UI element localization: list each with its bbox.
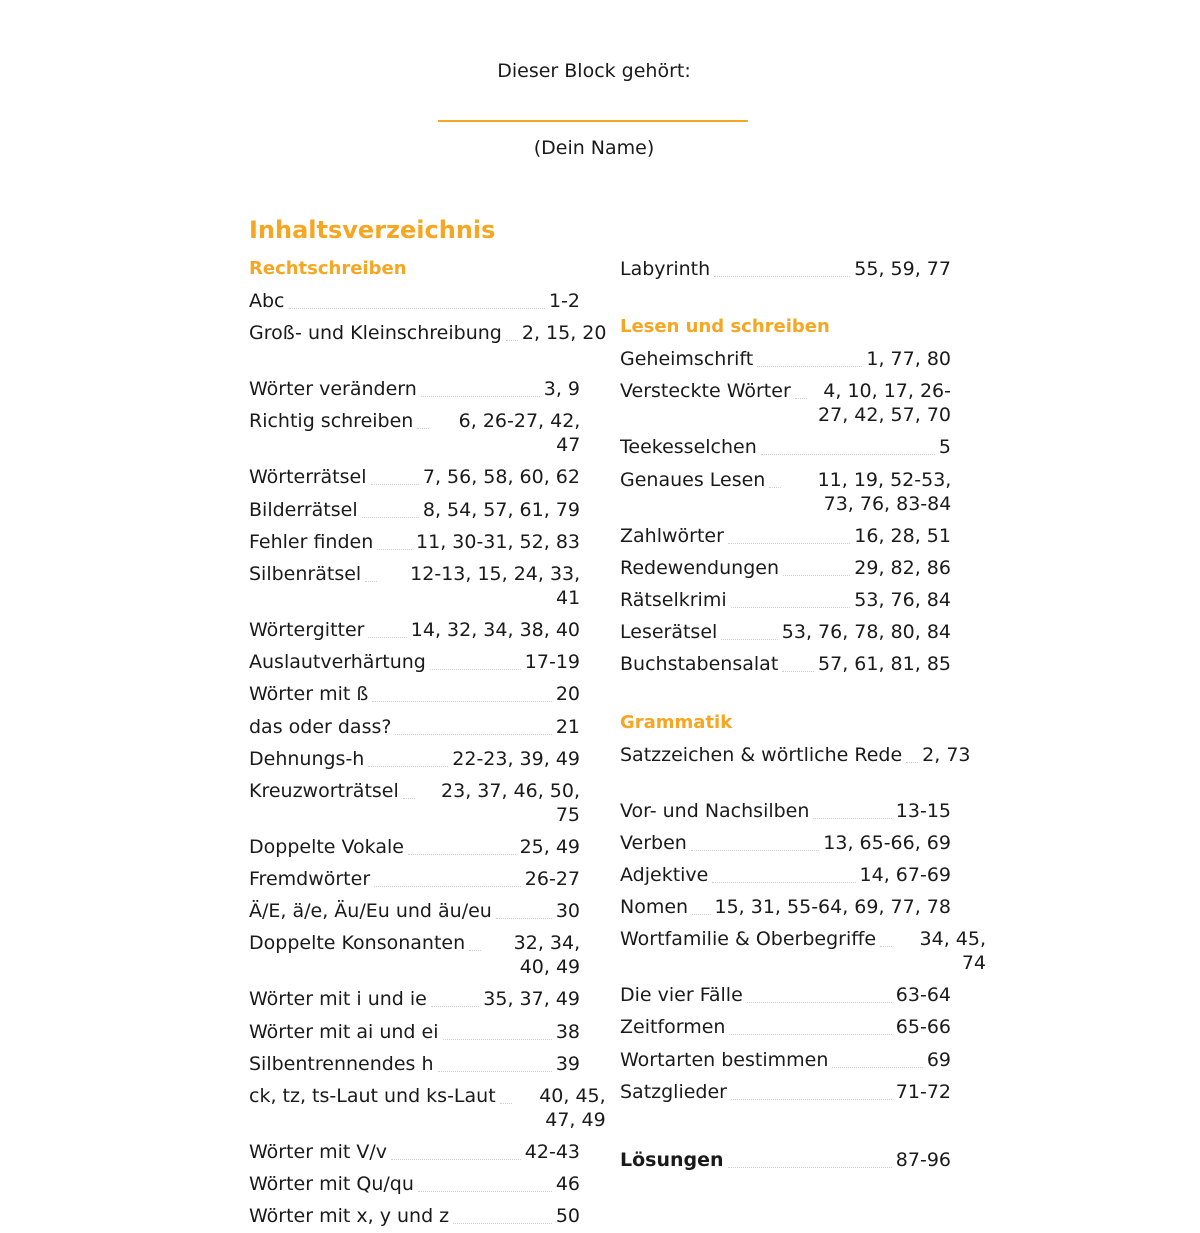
- toc-entry-pages: 42-43: [524, 1141, 580, 1163]
- dot-leader: [395, 711, 551, 735]
- section-heading-rechtschreiben: Rechtschreiben: [249, 258, 407, 279]
- toc-entry: [249, 711, 580, 743]
- toc-entry: [620, 859, 951, 891]
- toc-entry-labyrinth: [620, 253, 951, 285]
- dot-leader: [368, 743, 448, 767]
- toc-entry-pages: 13, 65-66, 69: [823, 831, 951, 854]
- toc-entry-pages: 8, 54, 57, 61, 79: [422, 498, 580, 521]
- dot-leader: [691, 827, 819, 851]
- toc-entry: [620, 923, 987, 979]
- toc-entry-pages: 4, 10, 17, 26-27, 42, 57, 70: [818, 380, 951, 427]
- toc-entry-label: Redewendungen: [620, 556, 779, 579]
- toc-entries-rechtschreiben: [249, 285, 607, 1233]
- toc-entry-label: Rätselkrimi: [620, 588, 727, 611]
- dot-leader: [430, 646, 521, 670]
- toc-entry-pages: 1, 77, 80: [866, 348, 951, 371]
- toc-entry-label: Groß- und Kleinschreibung: [249, 322, 502, 345]
- toc-entry-pages: 38: [555, 1020, 580, 1043]
- toc-entry-label: Wörter mit i und ie: [249, 988, 427, 1011]
- toc-entry-label: Die vier Fälle: [620, 984, 743, 1007]
- toc-entry: [620, 827, 951, 859]
- toc-entry-label: Wörter mit ß: [249, 683, 369, 706]
- dot-leader: [469, 927, 481, 951]
- toc-entry-pages: 57, 61, 81, 85: [818, 653, 951, 676]
- toc-entry-label: Silbentrennendes h: [249, 1052, 434, 1075]
- dot-leader: [731, 584, 851, 608]
- toc-entry-label: Kreuzworträtsel: [249, 779, 399, 802]
- toc-entry-pages: 63-64: [895, 984, 951, 1007]
- toc-entry-label: Buchstabensalat: [620, 653, 779, 676]
- dot-leader: [782, 648, 814, 672]
- toc-entry-pages: 17-19: [524, 651, 580, 674]
- toc-entry-pages: 14, 67-69: [859, 863, 951, 886]
- toc-entry: [249, 1048, 580, 1080]
- toc-entry-pages: 26-27: [524, 868, 580, 891]
- toc-entry: [249, 317, 607, 373]
- name-line: [438, 120, 748, 122]
- dot-leader: [372, 678, 551, 702]
- toc-entry-pages: 46: [555, 1173, 580, 1196]
- toc-entry-pages: 11, 30-31, 52, 83: [416, 530, 580, 553]
- toc-entry-pages: 39: [555, 1052, 580, 1075]
- dot-leader: [761, 431, 935, 455]
- toc-entry-pages: 29, 82, 86: [854, 556, 951, 579]
- toc-entry-label: Genaues Lesen: [620, 468, 766, 491]
- dot-leader: [371, 461, 419, 485]
- toc-entry: [249, 558, 580, 614]
- toc-entry-pages: 2, 73: [922, 743, 971, 766]
- toc-entry-pages: 6, 26-27, 42, 47: [458, 410, 581, 457]
- toc-entry: [249, 461, 580, 493]
- toc-entry-label: Versteckte Wörter: [620, 380, 791, 403]
- toc-entry-label: Fehler finden: [249, 530, 374, 553]
- toc-entry-label: Wörterrätsel: [249, 466, 367, 489]
- toc-entry: [620, 584, 951, 616]
- toc-entry: [249, 831, 580, 863]
- toc-entry-pages: 14, 32, 34, 38, 40: [410, 618, 580, 641]
- toc-entry-pages: 21: [555, 715, 580, 738]
- toc-entry-label: Wörter mit V/v: [249, 1141, 388, 1163]
- toc-entry-pages: 13-15: [895, 799, 951, 822]
- toc-entry-pages: 69: [926, 1048, 951, 1071]
- toc-entry-pages: 23, 37, 46, 50, 75: [441, 779, 580, 826]
- dot-leader: [712, 859, 855, 883]
- toc-entry: [620, 431, 951, 463]
- toc-entry: [249, 1136, 580, 1168]
- toc-entry-label: Wortarten bestimmen: [620, 1048, 829, 1071]
- dot-leader: [783, 552, 850, 576]
- dot-leader: [757, 343, 862, 367]
- dot-leader: [731, 1076, 892, 1100]
- dot-leader: [880, 923, 892, 947]
- toc-entry-pages: 53, 76, 84: [854, 588, 951, 611]
- toc-entry-label: Adjektive: [620, 863, 709, 886]
- toc-entry: [249, 526, 580, 558]
- toc-entry-pages: 87-96: [895, 1149, 951, 1171]
- toc-entry-label: Abc: [249, 290, 285, 312]
- toc-title: Inhaltsverzeichnis: [249, 216, 496, 244]
- toc-entry: [249, 927, 580, 983]
- section-heading-lesen: Lesen und schreiben: [620, 316, 830, 338]
- toc-entry-label: Bilderrätsel: [249, 498, 358, 521]
- dot-leader: [403, 775, 415, 799]
- toc-entry: [620, 979, 951, 1011]
- toc-entry-pages: 11, 19, 52-53, 73, 76, 83-84: [817, 468, 952, 515]
- toc-entry-label: Doppelte Konsonanten: [249, 932, 466, 955]
- toc-entry-pages: 40, 45, 47, 49: [539, 1085, 606, 1131]
- dot-leader: [714, 253, 850, 277]
- dot-leader: [438, 1048, 552, 1072]
- toc-entry: [249, 494, 580, 526]
- dot-leader: [506, 317, 518, 341]
- dot-leader: [500, 1080, 512, 1104]
- toc-entry-pages: 50: [555, 1205, 580, 1228]
- toc-entry: [620, 464, 951, 520]
- toc-entry-pages: 16, 28, 51: [854, 524, 951, 547]
- toc-entry-label: Geheimschrift: [620, 348, 754, 371]
- toc-entry-pages: 22-23, 39, 49: [452, 747, 580, 770]
- toc-entry-label: Teekesselchen: [620, 436, 757, 459]
- toc-entry-label: Leserätsel: [620, 621, 718, 644]
- toc-entry-label: Auslautverhärtung: [249, 651, 426, 674]
- toc-entry-label: das oder dass?: [249, 715, 392, 738]
- toc-entry: [249, 1080, 606, 1136]
- toc-entry: [249, 863, 580, 895]
- dot-leader: [769, 464, 781, 488]
- toc-entry-label: Lösungen: [620, 1149, 724, 1171]
- dot-leader: [692, 891, 710, 915]
- toc-entry-pages: 32, 34, 40, 49: [513, 932, 581, 979]
- dot-leader: [443, 1016, 552, 1040]
- dot-leader: [377, 526, 412, 550]
- dot-leader: [374, 863, 521, 887]
- toc-entry: [620, 1011, 951, 1043]
- toc-entry-label: Vor- und Nachsilben: [620, 799, 810, 822]
- toc-entry: [249, 373, 580, 405]
- dot-leader: [431, 983, 479, 1007]
- toc-entry-label: Labyrinth: [620, 258, 711, 280]
- toc-entry: [620, 1044, 951, 1076]
- toc-entry-label: Nomen: [620, 896, 689, 919]
- toc-entry-pages: 2, 15, 20: [521, 322, 607, 345]
- toc-entry: [620, 343, 951, 375]
- toc-entry-pages: 30: [555, 900, 580, 923]
- toc-entry-label: Wörter mit x, y und z: [249, 1205, 450, 1228]
- toc-entry-label: Zeitformen: [620, 1016, 726, 1039]
- toc-entry: [249, 678, 580, 710]
- toc-entry: [620, 648, 951, 680]
- toc-entry-pages: 55, 59, 77: [854, 258, 951, 280]
- toc-entry-pages: 1-2: [548, 290, 580, 312]
- dot-leader: [418, 1168, 552, 1192]
- toc-entry: [620, 739, 971, 795]
- toc-entry-loesungen: [620, 1144, 951, 1176]
- toc-entry-label: Wörter verändern: [249, 378, 417, 401]
- dot-leader: [365, 558, 377, 582]
- dot-leader: [832, 1044, 922, 1068]
- toc-entry-label: Dehnungs-h: [249, 747, 365, 770]
- toc-entry: [249, 1200, 580, 1232]
- dot-leader: [906, 739, 918, 763]
- section-heading-grammatik: Grammatik: [620, 711, 733, 733]
- dot-leader: [728, 520, 850, 544]
- toc-entry: [249, 1016, 580, 1048]
- toc-entry-pages: 12-13, 15, 24, 33, 41: [410, 562, 581, 609]
- toc-entry-label: Wortfamilie & Oberbegriffe: [620, 928, 877, 951]
- toc-entry-label: Doppelte Vokale: [249, 835, 404, 858]
- dot-leader: [408, 831, 516, 855]
- toc-entry: [249, 895, 580, 927]
- toc-entry-label: ck, tz, ts-Laut und ks-Laut: [249, 1085, 496, 1107]
- toc-entry-label: Richtig schreiben: [249, 410, 414, 433]
- dot-leader: [391, 1136, 521, 1160]
- dot-leader: [289, 285, 545, 309]
- toc-column-left: [249, 253, 607, 1233]
- toc-entry: [620, 795, 951, 827]
- toc-entry-label: Ä/E, ä/e, Äu/Eu und äu/eu: [249, 900, 492, 923]
- dot-leader: [417, 405, 429, 429]
- dot-leader: [813, 795, 891, 819]
- toc-entry-pages: 3, 9: [543, 378, 580, 401]
- toc-column-right: [620, 253, 987, 1176]
- dot-leader: [747, 979, 892, 1003]
- toc-entry-label: Wörter mit ai und ei: [249, 1020, 439, 1043]
- toc-entry-pages: 53, 76, 78, 80, 84: [781, 621, 951, 644]
- toc-entry: [620, 1076, 951, 1108]
- toc-entry-pages: 65-66: [895, 1016, 951, 1039]
- toc-entry-label: Satzglieder: [620, 1080, 727, 1103]
- toc-entry-pages: 71-72: [895, 1080, 951, 1103]
- toc-entry: [249, 614, 580, 646]
- toc-entry: [620, 616, 951, 648]
- dot-leader: [453, 1200, 552, 1224]
- toc-entry: [620, 375, 951, 431]
- toc-entry: [620, 891, 951, 923]
- toc-entry: [249, 405, 580, 461]
- dot-leader: [421, 373, 540, 397]
- toc-entry-label: Satzzeichen & wörtliche Rede: [620, 743, 903, 766]
- dot-leader: [728, 1144, 892, 1168]
- dot-leader: [362, 494, 419, 518]
- toc-entry-label: Silbenrätsel: [249, 562, 362, 585]
- toc-entry-label: Zahlwörter: [620, 524, 724, 547]
- owner-label: Dieser Block gehört:: [497, 60, 691, 82]
- toc-entry-pages: 20: [555, 683, 580, 706]
- toc-entry: [249, 285, 580, 317]
- toc-entry-label: Wörtergitter: [249, 618, 365, 641]
- toc-entry-pages: 15, 31, 55-64, 69, 77, 78: [714, 896, 951, 919]
- dot-leader: [496, 895, 552, 919]
- dot-leader: [721, 616, 777, 640]
- toc-entry: [249, 743, 580, 775]
- toc-entry: [620, 520, 951, 552]
- toc-entries-grammatik: [620, 739, 987, 1109]
- toc-entry: [620, 552, 951, 584]
- owner-caption: (Dein Name): [533, 137, 655, 159]
- toc-entry-label: Fremdwörter: [249, 868, 371, 891]
- toc-entry: [249, 983, 580, 1015]
- toc-entry-pages: 5: [938, 436, 951, 459]
- dot-leader: [368, 614, 406, 638]
- dot-leader: [729, 1011, 891, 1035]
- toc-entry-pages: 7, 56, 58, 60, 62: [422, 466, 580, 489]
- toc-entry-label: Wörter mit Qu/qu: [249, 1173, 414, 1196]
- toc-entry-pages: 25, 49: [519, 835, 580, 858]
- toc-entry: [249, 1168, 580, 1200]
- toc-entry: [249, 646, 580, 678]
- toc-entry-label: Verben: [620, 831, 687, 854]
- toc-entry-pages: 34, 45, 74: [919, 928, 987, 975]
- toc-entry: [249, 775, 580, 831]
- toc-entry-pages: 35, 37, 49: [483, 988, 580, 1011]
- toc-entries-lesen: [620, 343, 951, 680]
- dot-leader: [795, 375, 807, 399]
